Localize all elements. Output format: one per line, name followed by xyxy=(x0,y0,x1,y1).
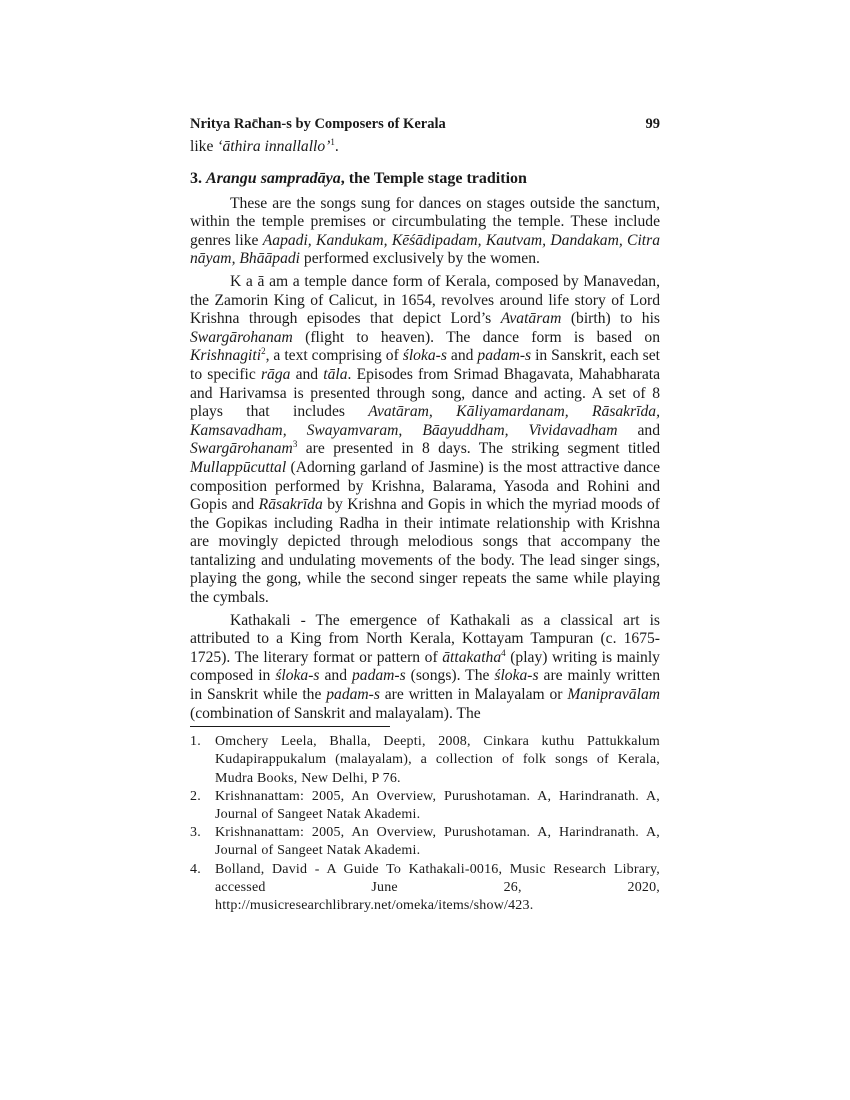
term: Krishnagiti xyxy=(190,347,262,365)
paragraph-krishnanattam xyxy=(190,273,660,608)
section-title-italic: Arangu sampradāya xyxy=(206,169,341,187)
term: Swargārohanam xyxy=(190,328,293,346)
text-run: in Sanskrit, each set to specific xyxy=(190,347,660,383)
footnote xyxy=(190,733,660,788)
paragraph-kathakali xyxy=(190,612,660,724)
section-number: 3. xyxy=(190,169,202,187)
text-run: (songs). The xyxy=(405,667,495,685)
footnote-ref[interactable]: 1 xyxy=(330,136,335,147)
text-run: Kathakali - The emergence of Kathakali as a classical art is attributed to a King from North Kerala, Kottayam Tampuran (c. 1675-1725). The literary format or pattern of xyxy=(190,611,660,666)
footnote-number: 1. xyxy=(190,734,201,750)
term: padam-s xyxy=(477,347,532,365)
text-run: (play) writing is mainly composed in xyxy=(190,648,660,685)
text-run: These are the songs sung for dances on stages outside the sanctum, within the temple premises or circumbulating the temple. These include genres like xyxy=(190,194,660,249)
footnote xyxy=(190,861,660,916)
running-title: Nritya Rac̄han-s by Composers of Kerala xyxy=(190,116,446,132)
footnotes xyxy=(190,733,660,915)
term: Avatāram xyxy=(500,310,562,328)
text-run: performed exclusively by the women. xyxy=(300,250,540,268)
term: Mullappūcuttal xyxy=(190,458,287,476)
term: Manipravālam xyxy=(567,686,660,704)
term: padam-s xyxy=(351,667,406,685)
paragraph-temple-songs xyxy=(190,195,660,269)
footnote-text: Krishnanattam: 2005, An Overview, Purushotaman. A, Harindranath. A, Journal of Sangeet Natak Akademi. xyxy=(215,825,660,859)
text-run: and xyxy=(290,365,324,383)
term: śloka-s xyxy=(494,667,539,685)
term: āttakatha xyxy=(442,648,502,666)
play-list: Avatāram, Kāliyamardanam, Rāsakrīda, Kamsavadham, Swayamvaram, Bāayuddham, Vividavadham xyxy=(190,403,660,439)
text-run: , a text comprising of xyxy=(265,347,403,365)
text-run: (Adorning garland of Jasmine) is the most attractive dance composition performed by Krishna, Balarama, Yasoda and Rohini and Gopis and xyxy=(190,458,660,514)
text-run: . Episodes from Srimad Bhagavata, Mahabharata and Harivamsa is presented through song, dance and acting. A set of 8 plays that includes xyxy=(190,365,660,421)
footnote-number: 4. xyxy=(190,861,201,877)
quoted-term: ‘āthira innallallo’ xyxy=(217,138,331,155)
term: tāla xyxy=(323,365,348,383)
text-run: (combination of Sanskrit and malayalam). The xyxy=(190,704,481,722)
text-run: and xyxy=(617,421,660,439)
footnote xyxy=(190,824,660,860)
text-run: like xyxy=(190,138,218,155)
footnote-text: Krishnanattam: 2005, An Overview, Purushotaman. A, Harindranath. A, Journal of Sangeet Natak Akademi. xyxy=(215,788,660,823)
footnote-number: 3. xyxy=(190,825,201,841)
term: Rāsakrīda xyxy=(258,496,323,514)
text-run: are written in Malayalam or xyxy=(379,686,568,704)
footnote-ref[interactable]: 2 xyxy=(261,346,266,357)
text-run: and xyxy=(319,667,352,685)
footnote-text: Omchery Leela, Bhalla, Deepti, 2008, Cinkara kuthu Pattukkalum Kudapirappukalum (malayalam), a collection of folk songs of Kerala, Mudra Books, New Delhi, P 76. xyxy=(215,734,660,786)
text-run: . xyxy=(334,138,339,155)
opening-line xyxy=(190,138,660,157)
footnote-ref[interactable]: 4 xyxy=(501,647,506,658)
term: rāga xyxy=(260,365,291,383)
footnote-text[interactable]: Bolland, David - A Guide To Kathakali-0016, Music Research Library, accessed June 26, 2020, http://musicresearchlibrary.net/omeka/items/show/423. xyxy=(215,861,660,914)
term: śloka-s xyxy=(275,667,320,685)
text-run: (birth) to his xyxy=(561,310,660,328)
book-page xyxy=(190,116,660,915)
footnote-divider xyxy=(190,726,390,727)
text-run: are presented in 8 days. The striking segment titled xyxy=(297,440,660,458)
footnote-ref[interactable]: 3 xyxy=(292,439,298,450)
running-header xyxy=(190,116,660,138)
footnote xyxy=(190,788,660,824)
page-number: 99 xyxy=(645,116,660,132)
genre-list: Aapadi, Kandukam, Kēśādipadam, Kautvam, Dandakam, Citra nāyam, Bhāāpadi xyxy=(190,231,660,268)
text-run: K a ā am a temple dance form of Kerala, composed by Manavedan, the Zamorin King of Calicut, in 1654, revolves around life story of Lord Krishna through episodes that depict Lord’s xyxy=(190,272,660,328)
section-heading xyxy=(190,169,660,189)
footnote-number: 2. xyxy=(190,788,201,804)
term: śloka-s xyxy=(402,347,447,365)
text-run: (flight to heaven). The dance form is based on xyxy=(292,328,660,346)
text-run: are mainly written in Sanskrit while the xyxy=(190,667,661,704)
term: padam-s xyxy=(326,686,380,704)
body-text xyxy=(190,138,660,723)
text-run: and xyxy=(446,347,478,365)
term: Swargārohanam xyxy=(190,440,293,458)
section-title: , the Temple stage tradition xyxy=(340,169,527,187)
text-run: by Krishna and Gopis in which the myriad moods of the Gopikas including Radha in their intimate relationship with Krishna are movingly depicted through melodious songs that accompany the tantalizing and undulating movements of the body. The lead singer sings, playing the gong, while the second singer repeats the same while playing the cymbals. xyxy=(190,496,660,607)
